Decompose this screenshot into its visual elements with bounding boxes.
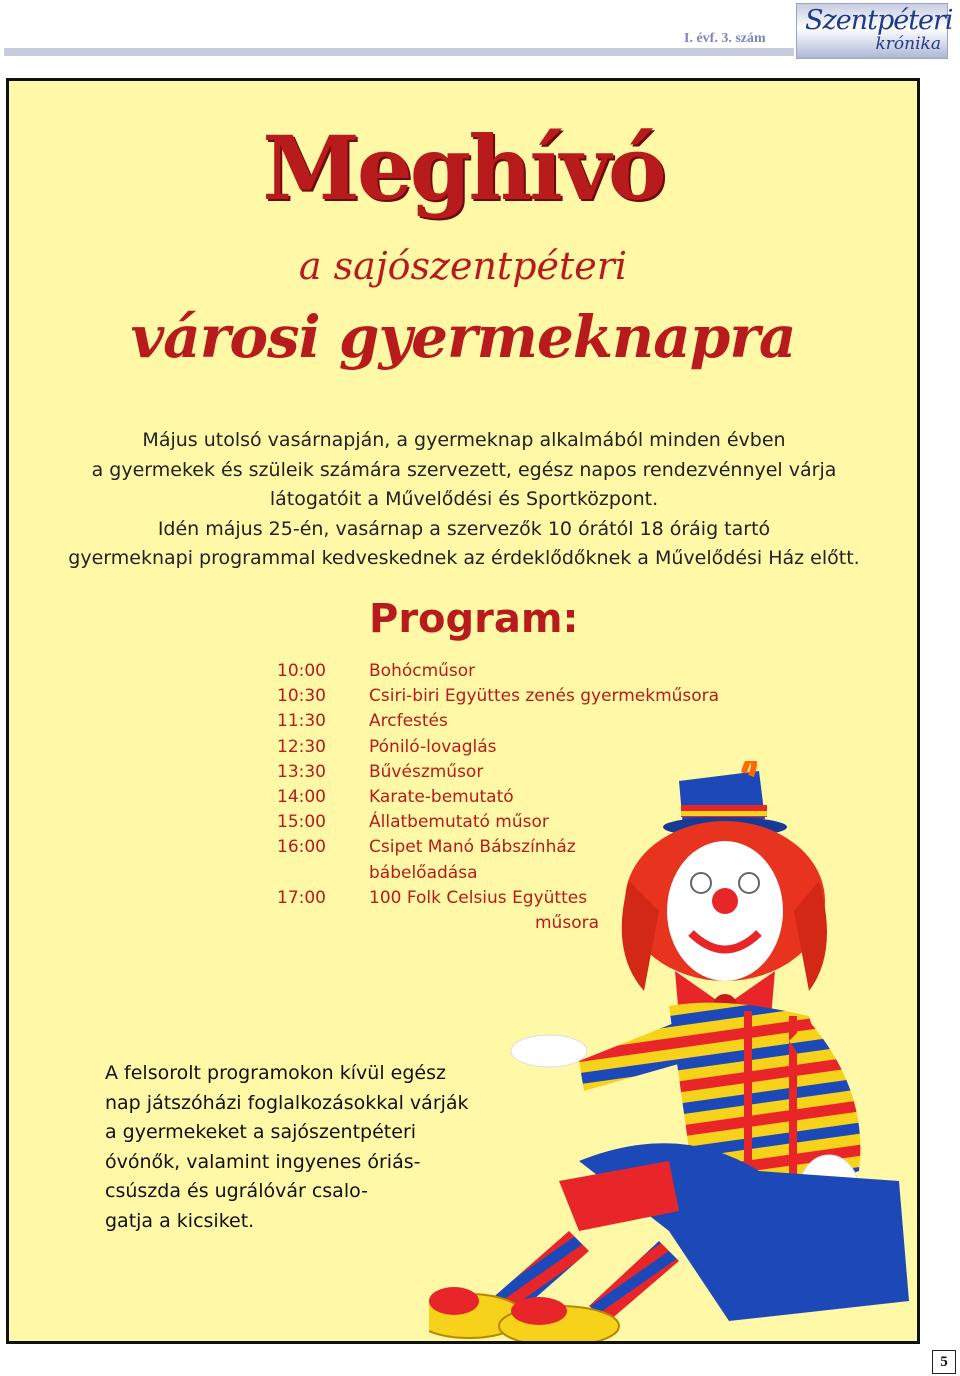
schedule-row xyxy=(277,684,757,709)
schedule-activity-continued: bábelőadása xyxy=(369,862,478,883)
clown-illustration xyxy=(429,761,920,1341)
logo-word-1: Szentpéteri xyxy=(805,5,953,36)
schedule-time: 16:00 xyxy=(277,837,326,858)
intro-line: a gyermekek és szüleik számára szervezett, egész napos rendezvénnyel várja xyxy=(91,458,837,481)
page-number: 5 xyxy=(932,1350,956,1374)
schedule-time: 10:00 xyxy=(277,661,326,681)
outro-line: csúszda és ugrálóvár csalo- xyxy=(105,1180,368,1202)
outro-paragraph xyxy=(105,1059,525,1236)
schedule-time: 14:00 xyxy=(277,787,326,808)
schedule-activity: Csipet Manó Bábszínház xyxy=(369,837,576,858)
outro-line: A felsorolt programokon kívül egész xyxy=(105,1062,446,1084)
schedule-activity: Bohócműsor xyxy=(369,661,476,681)
publication-logo xyxy=(796,3,953,59)
intro-line: gyermeknapi programmal kedveskednek az érdeklődőknek a Művelődési Ház előtt. xyxy=(68,547,860,569)
schedule-time: 10:30 xyxy=(277,686,326,707)
schedule-row xyxy=(277,735,757,760)
schedule-activity: Póniló-lovaglás xyxy=(369,736,497,757)
schedule-activity-continued: műsora xyxy=(535,913,599,934)
intro-paragraph xyxy=(19,426,909,574)
schedule-row xyxy=(277,659,757,684)
schedule-time: 13:30 xyxy=(277,761,326,782)
invitation-poster xyxy=(6,78,920,1344)
intro-line: látogatóit a Művelődési és Sportközpont. xyxy=(269,488,659,510)
schedule-activity: Állatbemutató műsor xyxy=(369,812,549,833)
schedule-time: 11:30 xyxy=(277,711,326,732)
program-heading: Program: xyxy=(369,596,579,642)
schedule-time: 15:00 xyxy=(277,812,326,833)
schedule-time: 12:30 xyxy=(277,736,326,757)
schedule-activity: Csiri-biri Együttes zenés gyermekműsora xyxy=(369,686,720,707)
schedule-row xyxy=(277,709,757,734)
schedule-activity: Karate-bemutató xyxy=(369,787,514,808)
logo-word-2: krónika xyxy=(875,34,941,54)
outro-line: óvónők, valamint ingyenes óriás- xyxy=(105,1150,421,1173)
intro-line: Május utolsó vasárnapján, a gyermeknap alkalmából minden évben xyxy=(142,429,786,451)
schedule-activity: Bűvészműsor xyxy=(369,761,484,782)
intro-line: Idén május 25-én, vasárnap a szervezők 10 órától 18 óráig tartó xyxy=(157,517,771,540)
outro-line: nap játszóházi foglalkozásokkal várják xyxy=(105,1091,469,1114)
outro-line: a gyermekeket a sajószentpéteri xyxy=(105,1121,417,1143)
outro-line: gatja a kicsiket. xyxy=(105,1209,255,1232)
invitation-title: Meghívó xyxy=(262,116,664,220)
issue-label: I. évf. 3. szám xyxy=(684,31,766,46)
header-rule xyxy=(4,48,794,56)
invitation-event: városi gyermeknapra xyxy=(130,303,796,371)
schedule-time: 17:00 xyxy=(277,887,326,908)
schedule-activity: Arcfestés xyxy=(369,711,448,732)
schedule-activity: 100 Folk Celsius Együttes xyxy=(369,887,588,908)
invitation-subtitle: a sajószentpéteri xyxy=(298,244,628,288)
